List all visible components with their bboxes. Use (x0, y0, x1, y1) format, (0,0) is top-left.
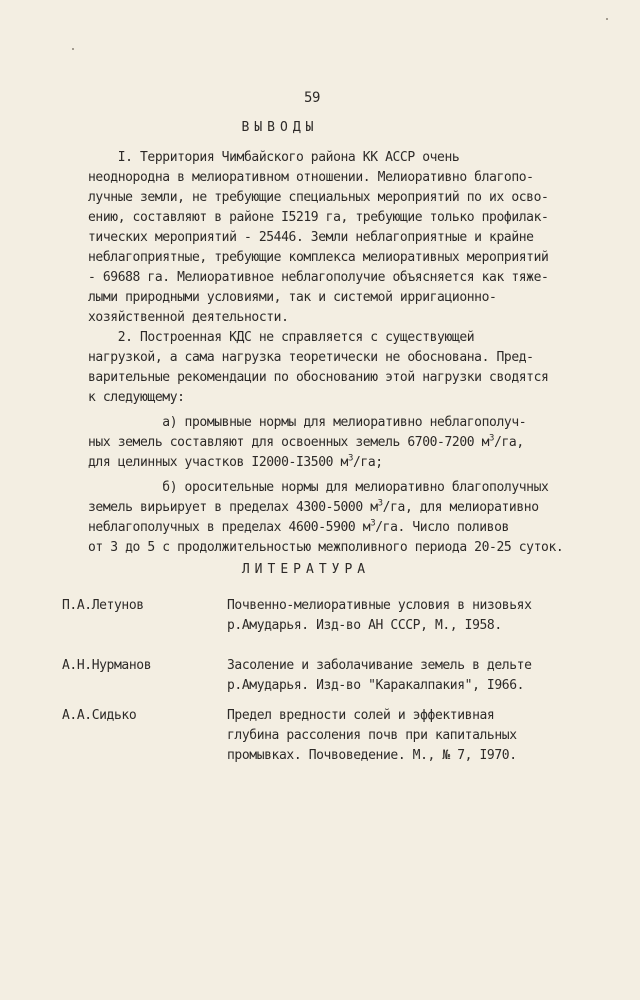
paper-speck (606, 18, 608, 20)
conclusion-line: ных земель составляют для освоенных земель 6700-7200 $м^3/га$, (88, 433, 524, 450)
conclusion-line: - 69688 га. Мелиоративное неблагополучие объясняется как тяже- (88, 270, 549, 285)
conclusion-line: 2. Построенная КДС не справляется с существующей (88, 330, 475, 345)
reference-author: А.Н.Нурманов (62, 658, 152, 673)
reference-text: Предел вредности солей и эффективная (227, 708, 495, 723)
reference-author: П.А.Летунов (62, 598, 144, 613)
conclusion-line: хозяйственной деятельности. (88, 310, 289, 325)
reference-text: глубина рассоления почв при капитальных (227, 728, 517, 743)
conclusion-line: лучные земли, не требующие специальных мероприятий по их осво- (88, 190, 549, 205)
conclusion-line: неоднородна в мелиоративном отношении. Мелиоративно благопо- (88, 170, 534, 185)
conclusion-line: от 3 до 5 с продолжительностью межполивного периода 20-25 суток. (88, 540, 564, 555)
paper-speck (72, 48, 74, 50)
reference-text: р.Амударья. Изд-во АН СССР, М., I958. (227, 618, 502, 633)
conclusion-line: нагрузкой, а сама нагрузка теоретически не обоснована. Пред- (88, 350, 534, 365)
conclusion-line: тических мероприятий - 25446. Земли неблагоприятные и крайне (88, 230, 534, 245)
conclusion-line: варительные рекомендации по обоснованию этой нагрузки сводятся (88, 370, 549, 385)
reference-text: промывках. Почвоведение. М., № 7, I970. (227, 748, 517, 763)
reference-text: р.Амударья. Изд-во "Каракалпакия", I966. (227, 678, 525, 693)
reference-author: А.А.Сидько (62, 708, 137, 723)
conclusion-line: I. Территория Чимбайского района КК АССР очень (88, 150, 460, 165)
reference-text: Почвенно-мелиоративные условия в низовьях (227, 598, 532, 613)
conclusion-line: б) оросительные нормы для мелиоративно благополучных (88, 480, 549, 495)
conclusion-line: ению, составляют в районе I5219 га, требующие только профилак- (88, 210, 549, 225)
conclusion-line: к следующему: (88, 390, 185, 405)
conclusion-line: земель вирьирует в пределах 4300-5000 $м^3/га$, для мелиоративно (88, 498, 539, 515)
conclusion-line: неблагополучных в пределах 4600-5900 $м^3/га$. Число поливов (88, 518, 509, 535)
page-number: 59 (304, 90, 321, 106)
conclusion-line: для целинных участков I2000-I3500 $м^3/га$; (88, 453, 383, 470)
conclusions-heading: ВЫВОДЫ (241, 120, 319, 135)
conclusion-line: а) промывные нормы для мелиоративно неблагополуч- (88, 415, 527, 430)
literature-heading: ЛИТЕРАТУРА (241, 562, 371, 577)
conclusion-line: неблагоприятные, требующие комплекса мелиоративных мероприятий (88, 250, 549, 265)
reference-text: Засоление и заболачивание земель в дельте (227, 658, 532, 673)
conclusion-line: лыми природными условиями, так и системой ирригационно- (88, 290, 497, 305)
